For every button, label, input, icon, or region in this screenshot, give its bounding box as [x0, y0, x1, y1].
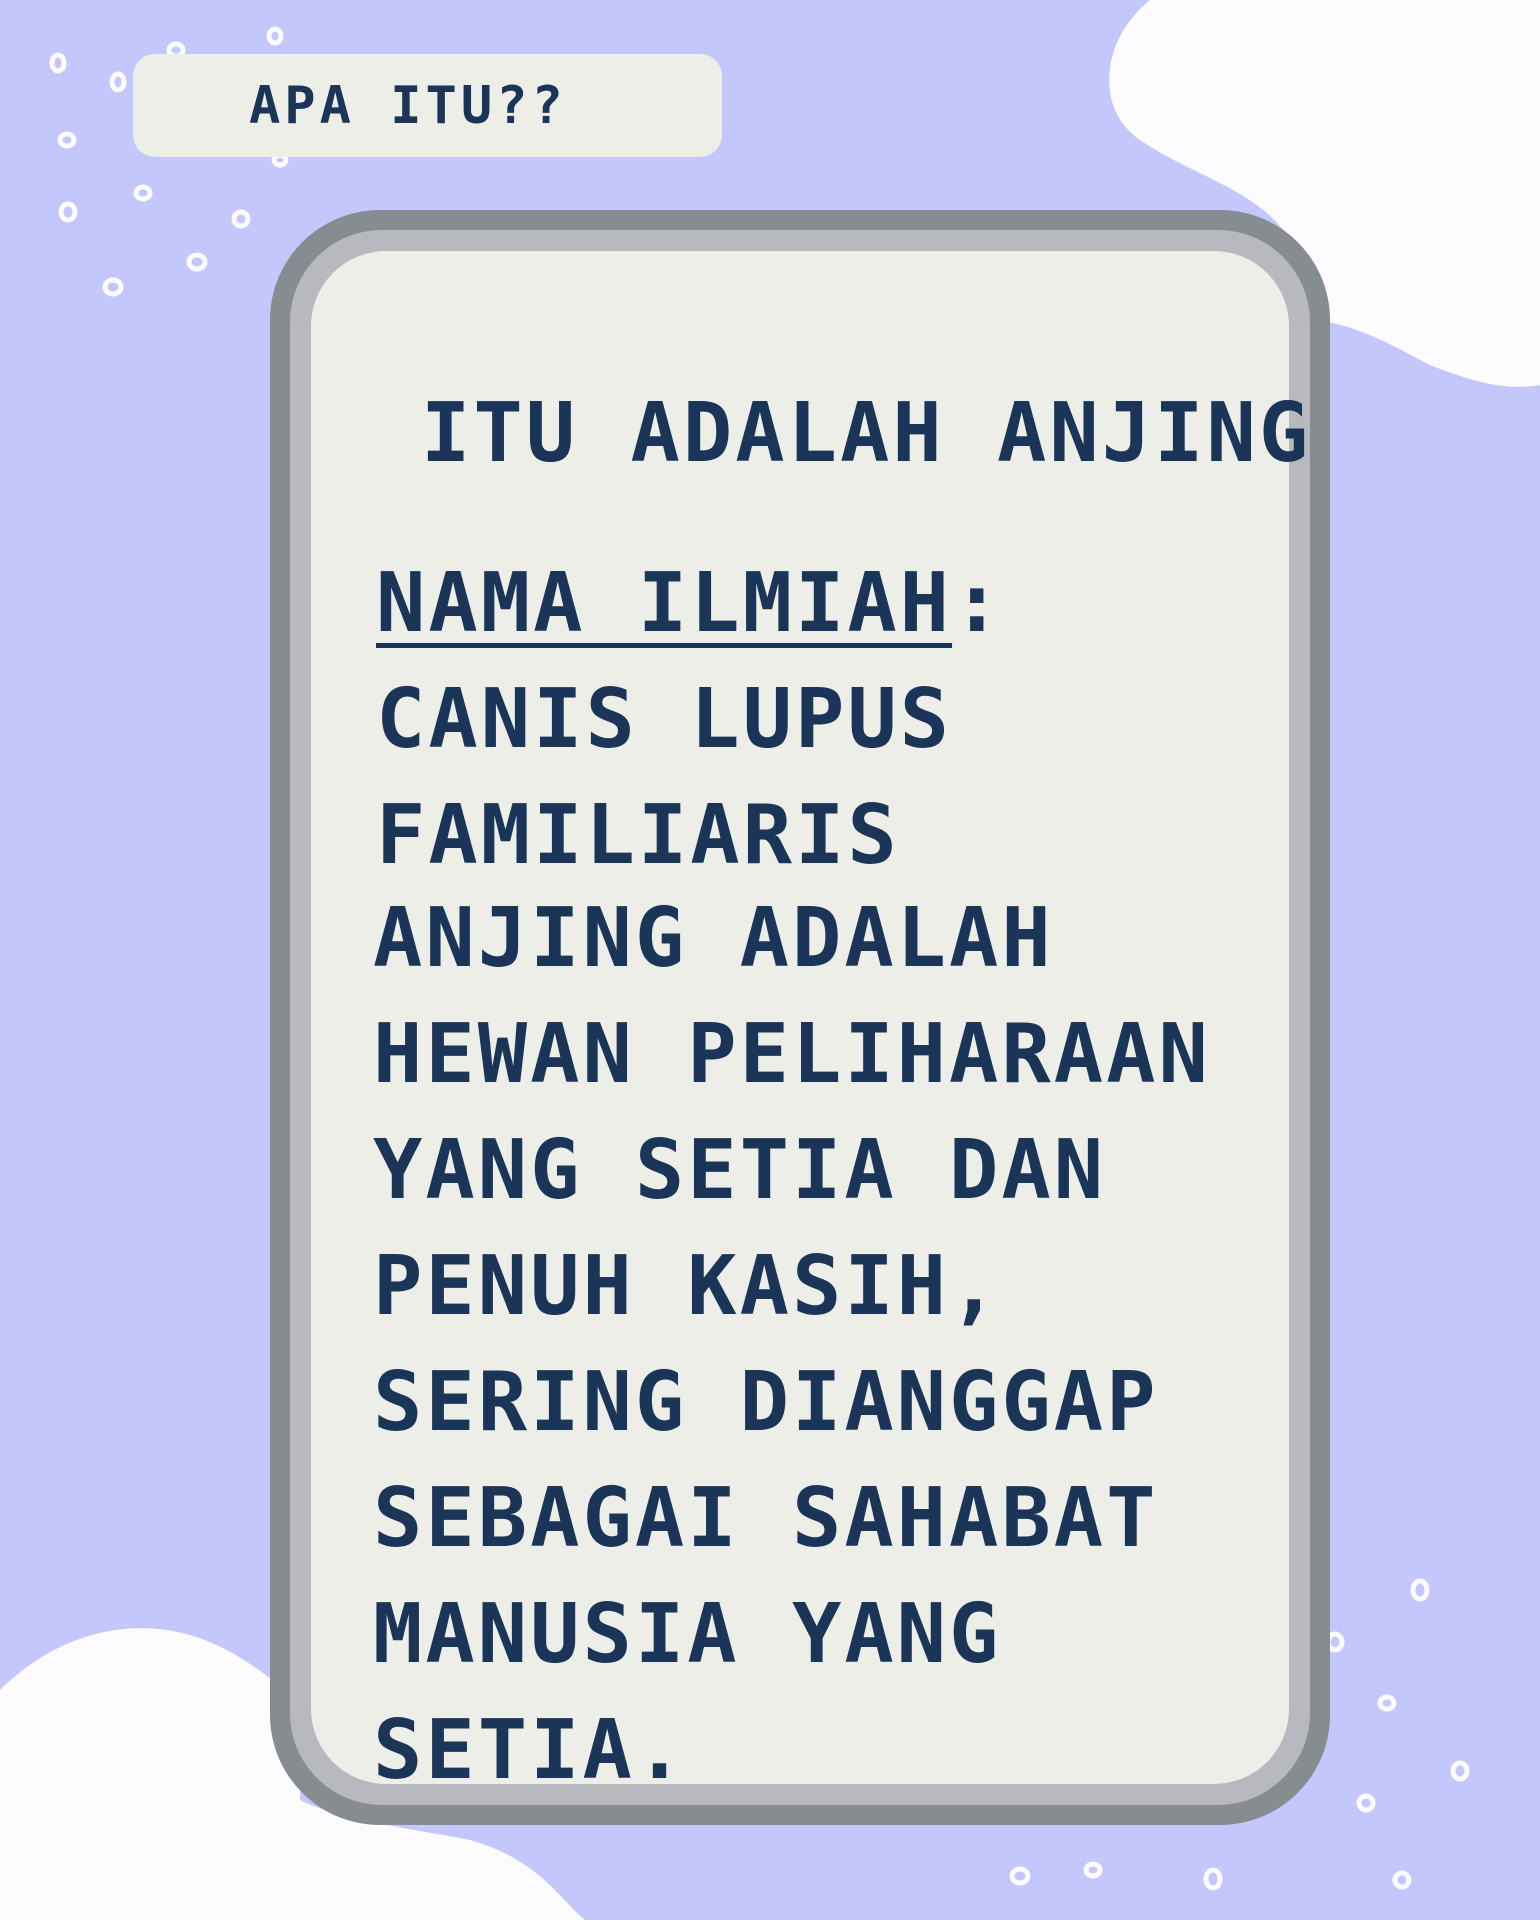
- info-card-frame: [290, 230, 1310, 1805]
- section-label-text: APA ITU??: [249, 75, 567, 136]
- scientific-name: [376, 546, 1296, 894]
- section-label: [133, 54, 722, 157]
- scientific-name-value: CANIS LUPUS FAMILIARIS: [376, 672, 953, 883]
- info-card-panel: [311, 251, 1312, 1798]
- description: ANJING ADALAH HEWAN PELIHARAAN YANG SETIA DAN PENUH KASIH, SERING DIANGGAP SEBAGAI SAHABAT MANUSIA YANG SETIA.: [373, 891, 1211, 1798]
- card-title: ITU ADALAH ANJING: [421, 386, 1312, 481]
- scientific-name-label: NAMA ILMIAH: [376, 556, 953, 651]
- scientific-name-separator: :: [952, 556, 1005, 651]
- info-card: [270, 210, 1330, 1825]
